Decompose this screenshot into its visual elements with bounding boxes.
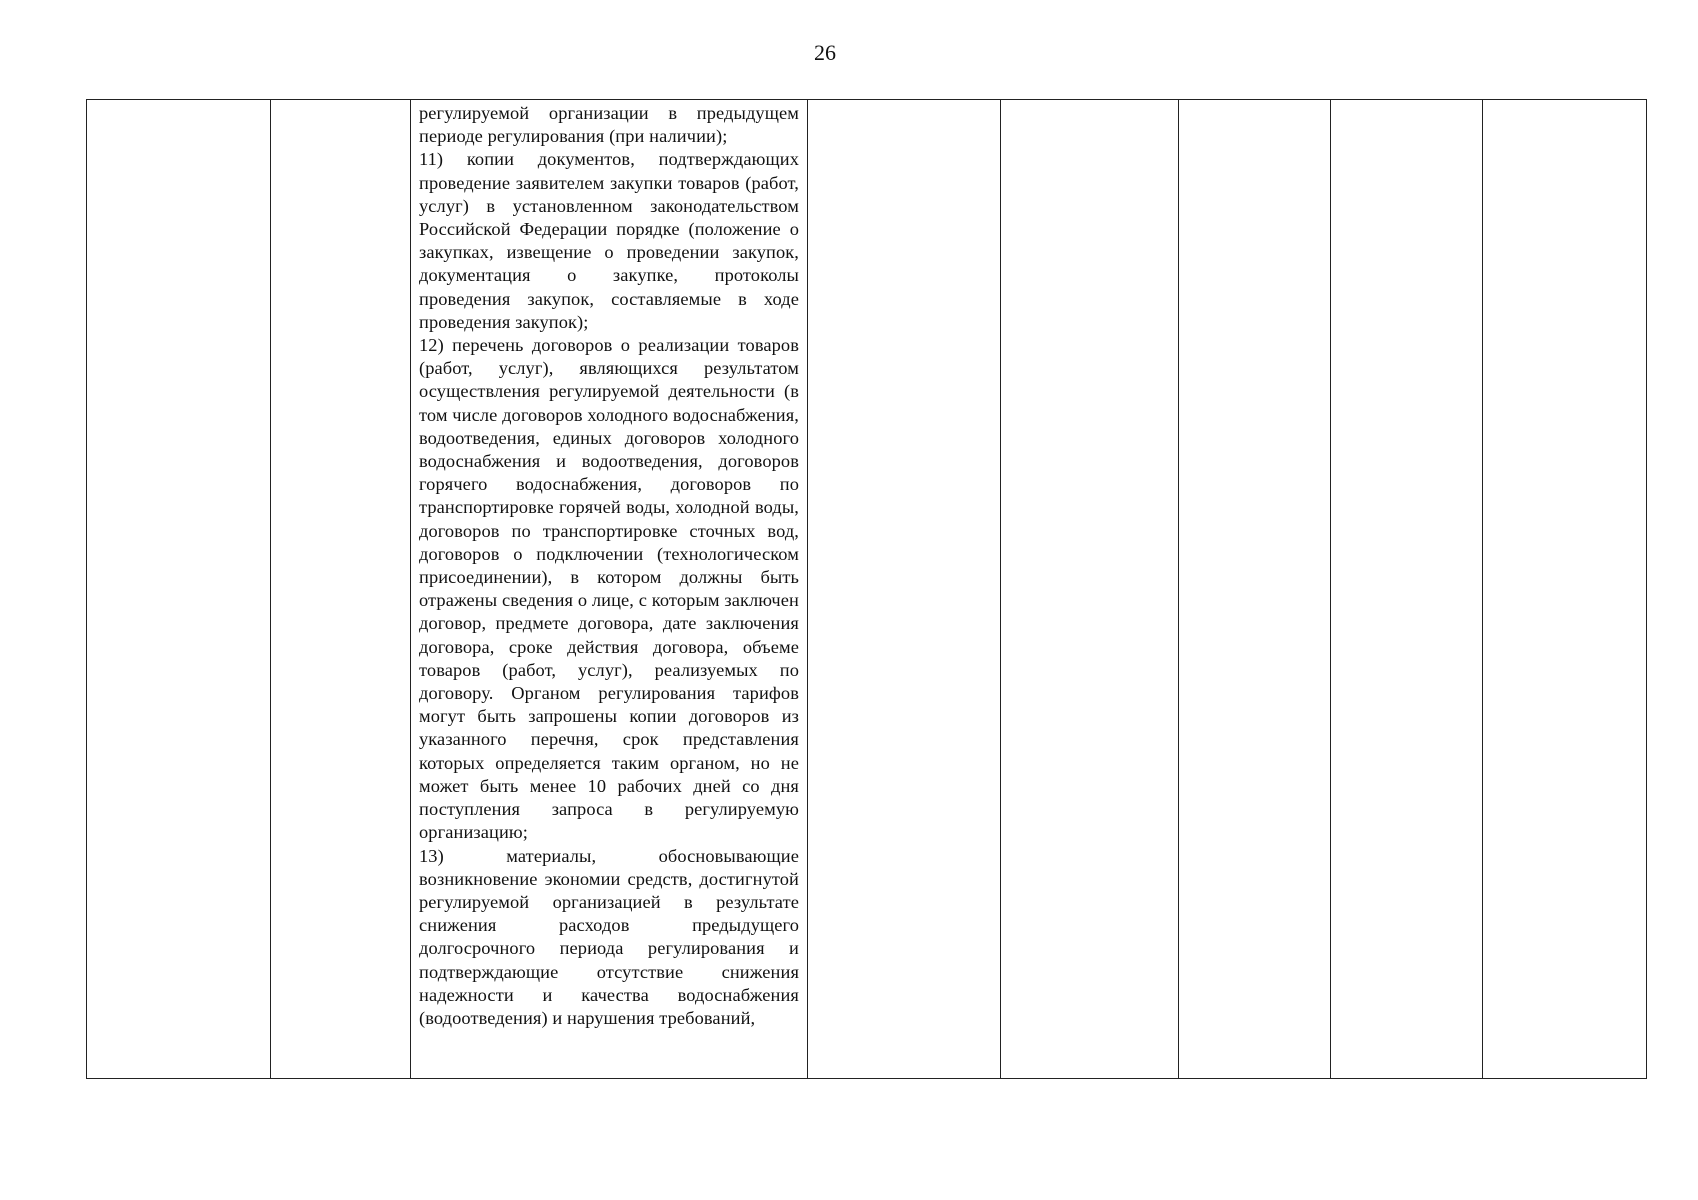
- documents-list-text: [419, 102, 799, 1030]
- page-number: 26: [814, 40, 836, 65]
- table-cell-col-5: [1001, 100, 1179, 1079]
- table-cell-col-6: [1179, 100, 1331, 1079]
- requirements-table: [86, 99, 1647, 1079]
- documents-item-12: 12) перечень договоров о реализации товаров (работ, услуг), являющихся результатом осуществления регулируемой деятельности (в том числе договоров холодного водоснабжения, водоотведения, единых договоров холодного водоснабжения и водоотведения, договоров горячего водоснабжения, договоров по транспортировке горячей воды, холодной воды, договоров по транспортировке сточных вод, договоров о подключении (технологическом присоединении), в котором должны быть отражены сведения о лице, с которым заключен договор, предмете договора, дате заключения договора, сроке действия договора, объеме товаров (работ, услуг), реализуемых по договору. Органом регулирования тарифов могут быть запрошены копии договоров из указанного перечня, срок представления которых определяется таким органом, но не может быть менее 10 рабочих дней со дня поступления запроса в регулируемую организацию;: [419, 335, 799, 843]
- documents-item-11: 11) копии документов, подтверждающих проведение заявителем закупки товаров (работ, услуг) в установленном законодательством Российской Федерации порядке (положение о закупках, извещение о проведении закупок, документация о закупке, протоколы проведения закупок, составляемые в ходе проведения закупок);: [419, 149, 799, 332]
- table-row: [87, 100, 1647, 1079]
- table-cell-col-7: [1331, 100, 1483, 1079]
- documents-item-13: 13) материалы, обосновывающие возникновение экономии средств, достигнутой регулируемой организацией в результате снижения расходов предыдущего долгосрочного периода регулирования и подтверждающие отсутствие снижения надежности и качества водоснабжения (водоотведения) и нарушения требований,: [419, 845, 799, 1028]
- table-cell-col-1: [87, 100, 271, 1079]
- table-cell-col-8: [1483, 100, 1647, 1079]
- documents-paragraph: регулируемой организации в предыдущем периоде регулирования (при наличии);: [419, 103, 799, 147]
- table-cell-col-2: [271, 100, 411, 1079]
- table-cell-col-4: [808, 100, 1001, 1079]
- table-cell-documents-list: [411, 100, 808, 1079]
